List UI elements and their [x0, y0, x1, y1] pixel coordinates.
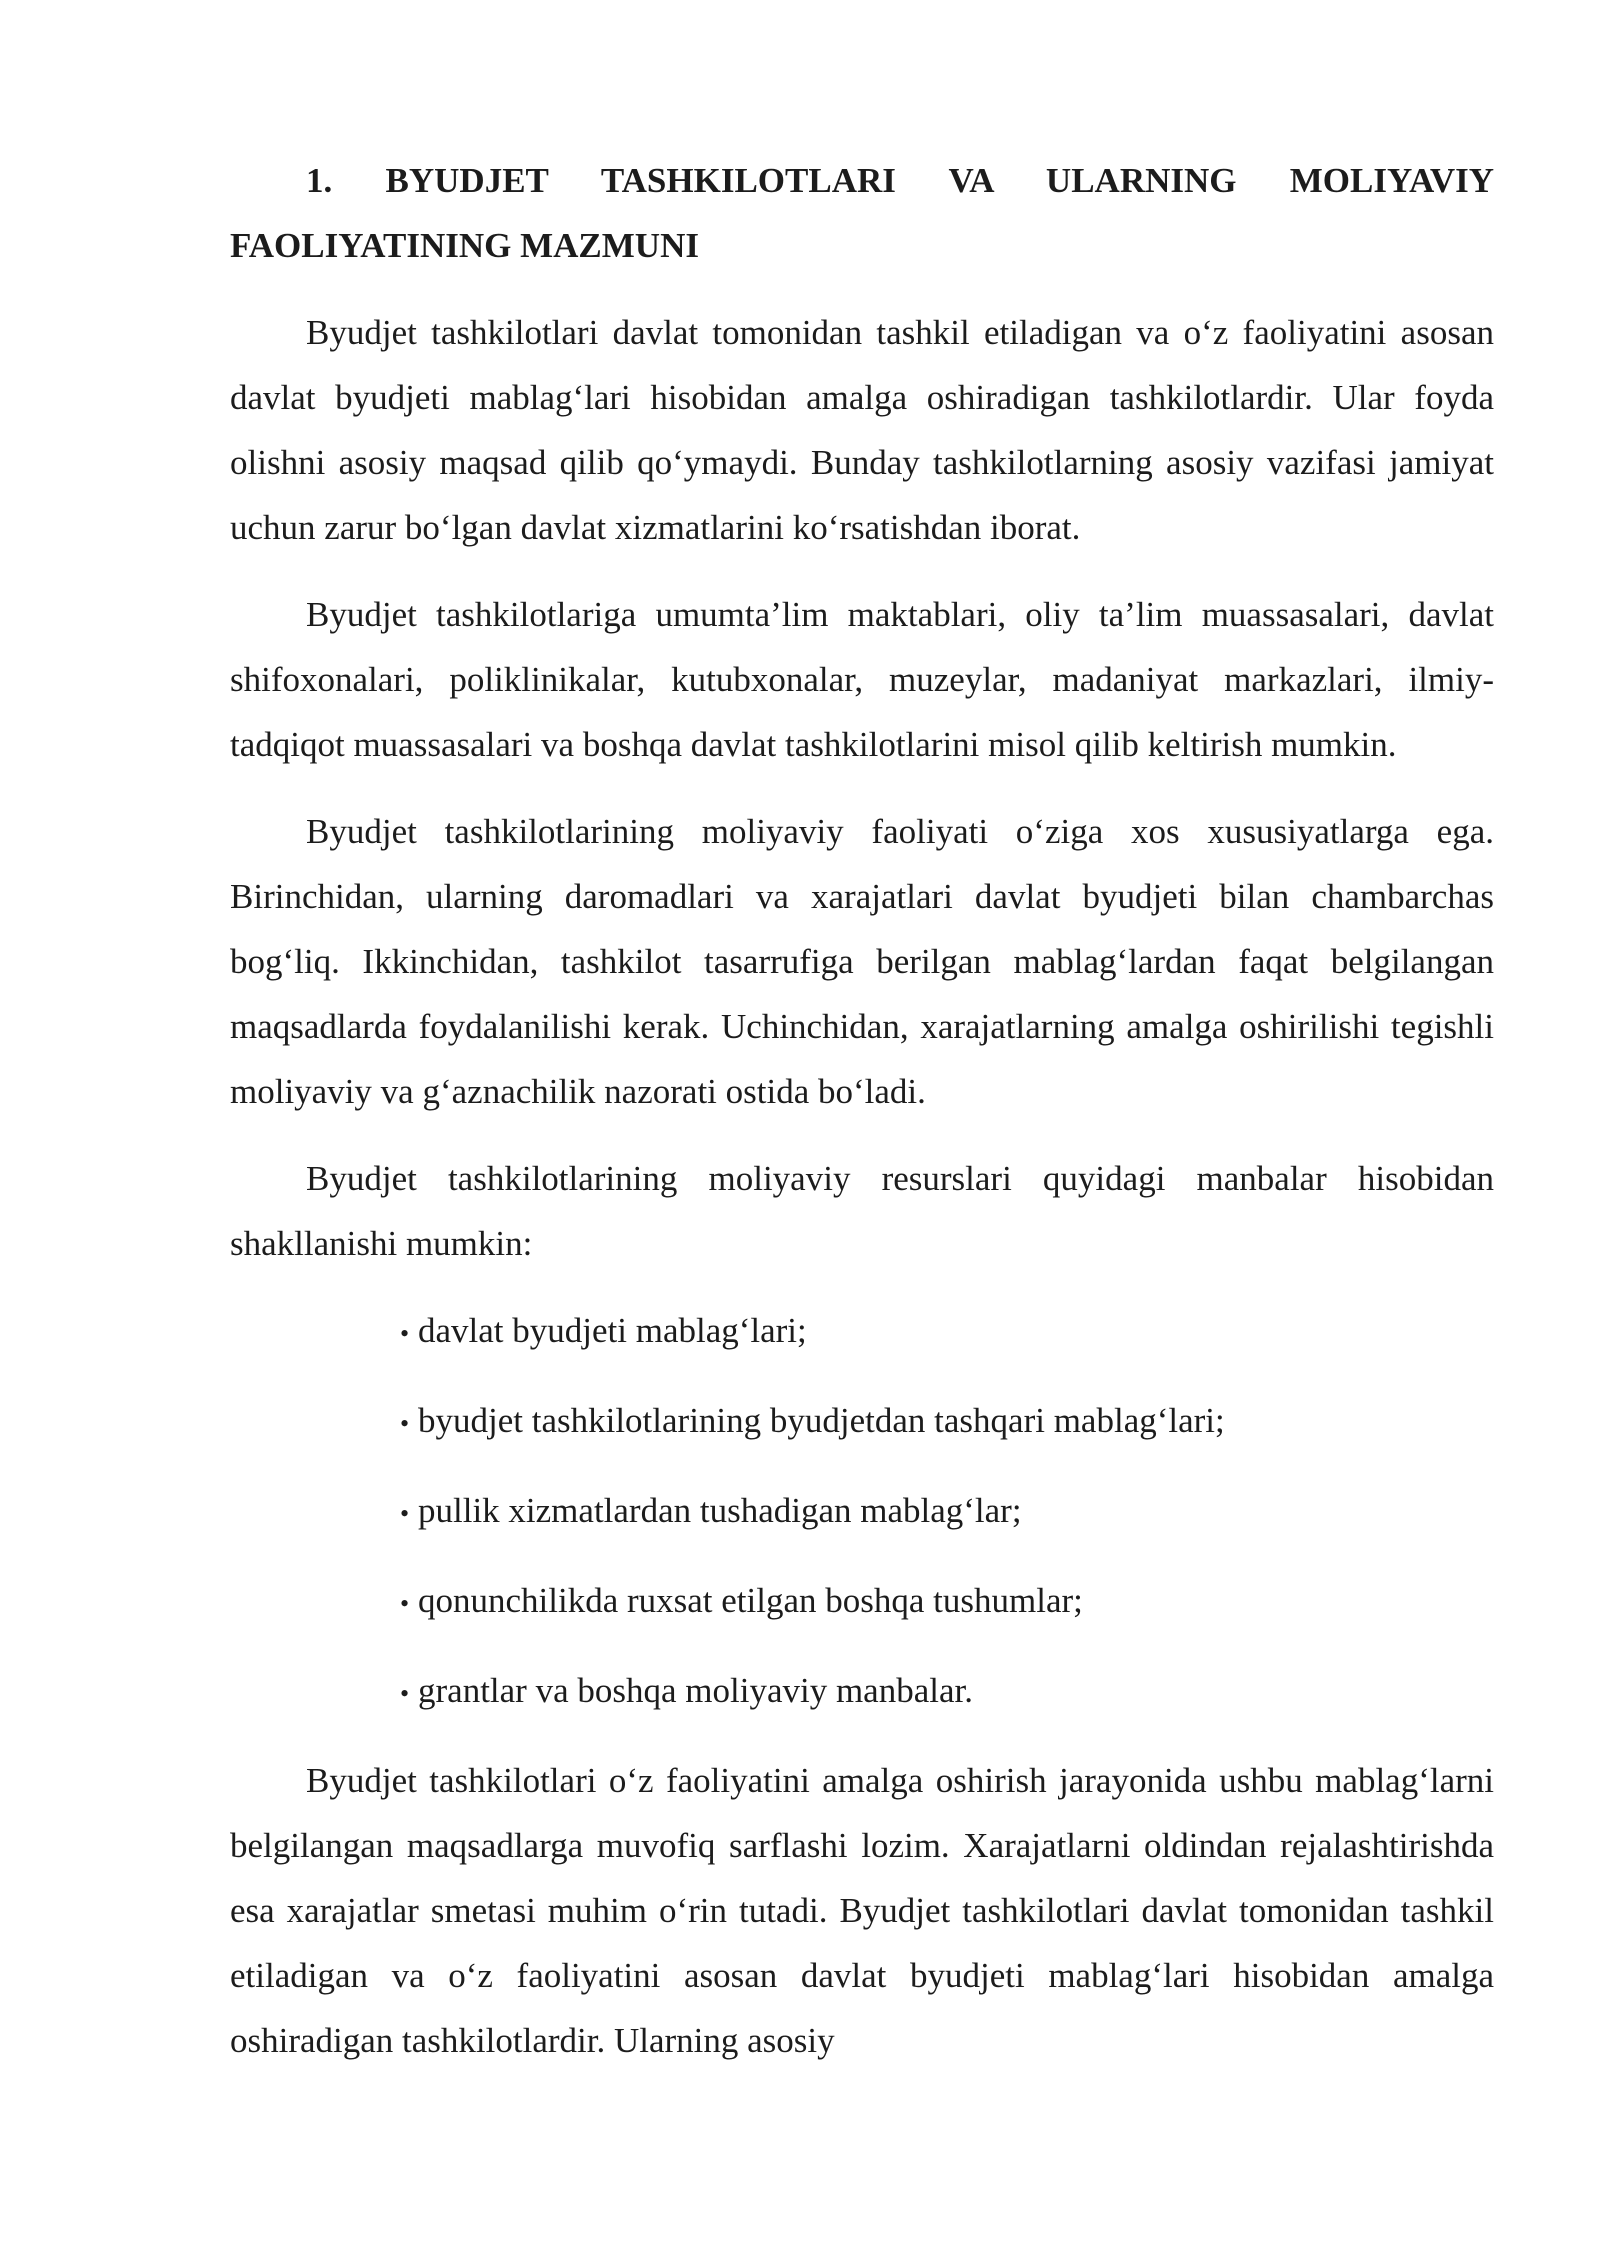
bullet-icon: •	[400, 1409, 410, 1438]
paragraph-examples: Byudjet tashkilotlariga umumta’lim maktablari, oliy ta’lim muassasalari, davlat shifoxonalari, poliklinikalar, kutubxonalar, muzeylar, madaniyat markazlari, ilmiy-tadqiqot muassasalari va boshqa davlat tashkilotlarini misol qilib keltirish mumkin.	[230, 595, 1494, 764]
section-heading: 1. BYUDJET TASHKILOTLARI VA ULARNING MOLIYAVIY FAOLIYATINING MAZMUNI	[230, 161, 1494, 265]
list-item	[400, 1658, 1494, 1726]
list-item-text: byudjet tashkilotlarining byudjetdan tashqari mablag‘lari;	[418, 1401, 1225, 1440]
paragraph-definition: Byudjet tashkilotlari davlat tomonidan tashkil etiladigan va o‘z faoliyatini asosan davlat byudjeti mablag‘lari hisobidan amalga oshiradigan tashkilotlardir. Ular foyda olishni asosiy maqsad qilib qo‘ymaydi. Bunday tashkilotlarning asosiy vazifasi jamiyat uchun zarur bo‘lgan davlat xizmatlarini ko‘rsatishdan iborat.	[230, 313, 1494, 547]
bullet-icon: •	[400, 1499, 410, 1528]
document-page	[230, 148, 1494, 2095]
list-item-text: davlat byudjeti mablag‘lari;	[418, 1311, 807, 1350]
list-item-text: qonunchilikda ruxsat etilgan boshqa tushumlar;	[418, 1581, 1083, 1620]
list-item	[400, 1478, 1494, 1546]
list-item-text: grantlar va boshqa moliyaviy manbalar.	[418, 1671, 973, 1710]
list-item	[400, 1298, 1494, 1366]
paragraph-resources-intro: Byudjet tashkilotlarining moliyaviy resurslari quyidagi manbalar hisobidan shakllanishi mumkin:	[230, 1159, 1494, 1263]
list-item-text: pullik xizmatlardan tushadigan mablag‘lar;	[418, 1491, 1022, 1530]
bullet-icon: •	[400, 1679, 410, 1708]
paragraph-spending: Byudjet tashkilotlari o‘z faoliyatini amalga oshirish jarayonida ushbu mablag‘larni belgilangan maqsadlarga muvofiq sarflashi lozim. Xarajatlarni oldindan rejalashtirishda esa xarajatlar smetasi muhim o‘rin tutadi. Byudjet tashkilotlari davlat tomonidan tashkil etiladigan va o‘z faoliyatini asosan davlat byudjeti mablag‘lari hisobidan amalga oshiradigan tashkilotlardir. Ularning asosiy	[230, 1761, 1494, 2060]
list-item	[400, 1568, 1494, 1636]
resources-list	[230, 1298, 1494, 1726]
bullet-icon: •	[400, 1319, 410, 1348]
bullet-icon: •	[400, 1589, 410, 1618]
list-item	[400, 1388, 1494, 1456]
paragraph-features: Byudjet tashkilotlarining moliyaviy faoliyati o‘ziga xos xususiyatlarga ega. Birinchidan, ularning daromadlari va xarajatlari davlat byudjeti bilan chambarchas bog‘liq. Ikkinchidan, tashkilot tasarrufiga berilgan mablag‘lardan faqat belgilangan maqsadlarda foydalanilishi kerak. Uchinchidan, xarajatlarning amalga oshirilishi tegishli moliyaviy va g‘aznachilik nazorati ostida bo‘ladi.	[230, 812, 1494, 1111]
